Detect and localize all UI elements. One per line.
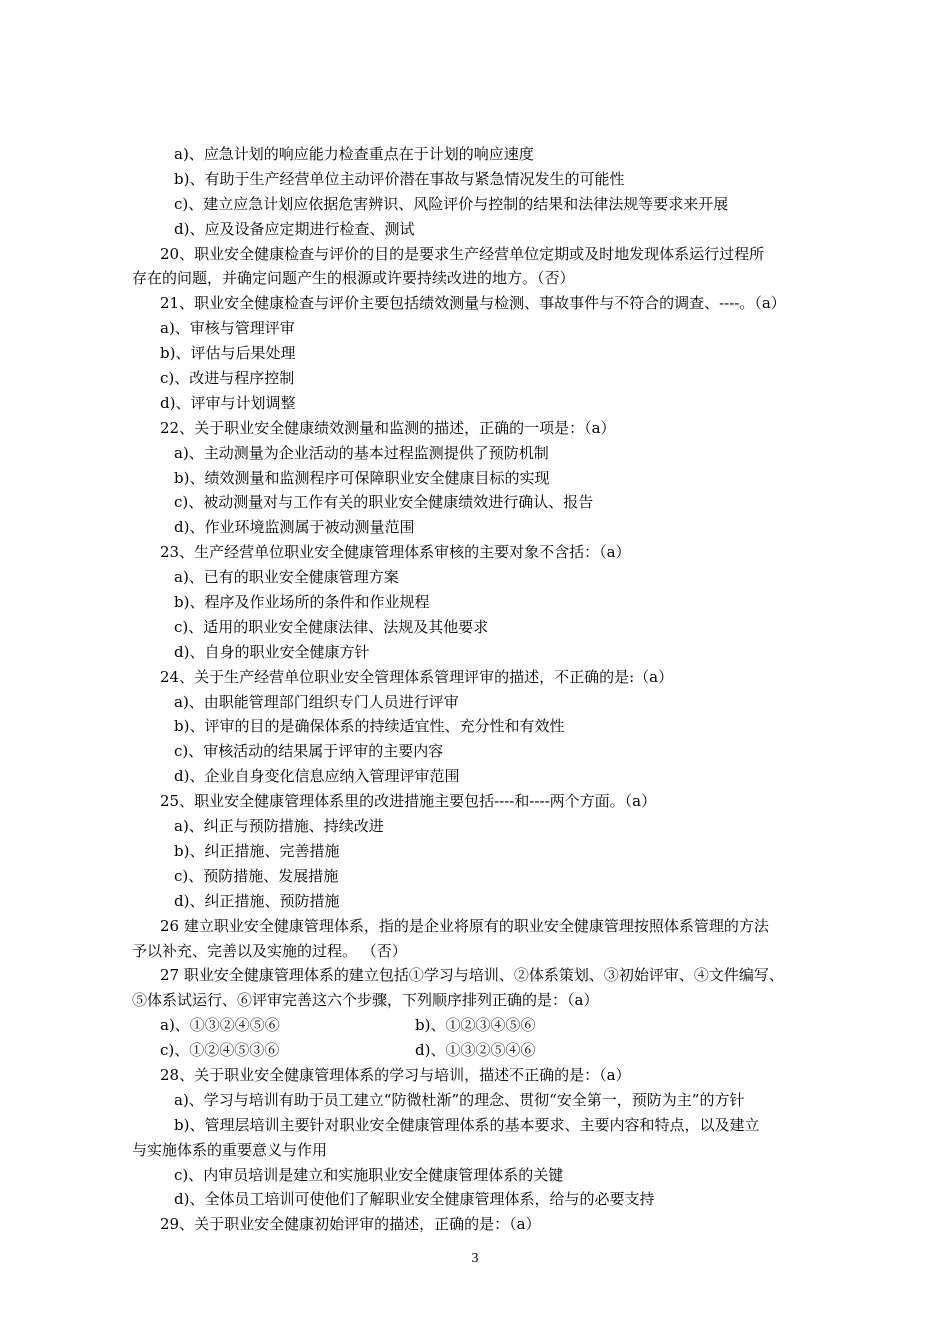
option-line: a)、由职能管理部门组织专门人员进行评审 — [174, 692, 459, 711]
option-line: a)、审核与管理评审 — [160, 319, 295, 338]
option-line: b)、程序及作业场所的条件和作业规程 — [174, 593, 430, 612]
question-line: 26 建立职业安全健康管理体系，指的是企业将原有的职业安全健康管理按照体系管理的方法 — [160, 916, 769, 935]
document-body — [132, 142, 837, 1237]
option-line: b)、有助于生产经营单位主动评价潜在事故与紧急情况发生的可能性 — [174, 169, 625, 188]
option-line: b)、绩效测量和监测程序可保障职业安全健康目标的实现 — [174, 468, 550, 487]
option-right: b)、①②③④⑤⑥ — [415, 1016, 536, 1035]
question-line: 28、关于职业安全健康管理体系的学习与培训，描述不正确的是：（a） — [160, 1065, 631, 1084]
option-row — [132, 1038, 837, 1063]
option-right: d)、①③②⑤④⑥ — [415, 1041, 536, 1060]
option-line: c)、被动测量对与工作有关的职业安全健康绩效进行确认、报告 — [174, 493, 594, 512]
option-line: d)、评审与计划调整 — [160, 393, 296, 412]
option-line: c)、适用的职业安全健康法律、法规及其他要求 — [174, 617, 489, 636]
option-line: a)、应急计划的响应能力检查重点在于计划的响应速度 — [174, 145, 534, 163]
question-line: 24、关于生产经营单位职业安全管理体系管理评审的描述，不正确的是:（a） — [160, 667, 674, 686]
option-line: c)、预防措施、发展措施 — [174, 866, 339, 885]
question-line: 27 职业安全健康管理体系的建立包括①学习与培训、②体系策划、③初始评审、④文件编写、 — [160, 966, 784, 985]
option-row — [132, 1013, 837, 1038]
option-line: b)、纠正措施、完善措施 — [174, 841, 340, 860]
question-line: 20、职业安全健康检查与评价的目的是要求生产经营单位定期或及时地发现体系运行过程所 — [160, 244, 765, 263]
option-left: a)、①③②④⑤⑥ — [160, 1016, 280, 1035]
question-line: 23、生产经营单位职业安全健康管理体系审核的主要对象不含括：（a） — [160, 543, 631, 562]
option-line: d)、企业自身变化信息应纳入管理评审范围 — [174, 767, 460, 786]
continuation-line: 予以补充、完善以及实施的过程。 （否） — [132, 941, 407, 960]
option-line: b)、管理层培训主要针对职业安全健康管理体系的基本要求、主要内容和特点，以及建立 — [174, 1115, 760, 1134]
option-line: a)、主动测量为企业活动的基本过程监测提供了预防机制 — [174, 443, 549, 462]
page-number: 3 — [471, 1251, 479, 1266]
question-line: 22、关于职业安全健康绩效测量和监测的描述，正确的一项是：（a） — [160, 418, 616, 437]
continuation-line: ⑤体系试运行、⑥评审完善这六个步骤，下列顺序排列正确的是：（a） — [132, 991, 599, 1010]
option-line: c)、内审员培训是建立和实施职业安全健康管理体系的关键 — [174, 1165, 564, 1184]
option-line: c)、改进与程序控制 — [160, 369, 295, 388]
option-line: b)、评审的目的是确保体系的持续适宜性、充分性和有效性 — [174, 717, 565, 736]
continuation-line: 与实施体系的重要意义与作用 — [132, 1140, 328, 1159]
option-line: b)、评估与后果处理 — [160, 344, 296, 363]
option-line: c)、建立应急计划应依据危害辨识、风险评价与控制的结果和法律法规等要求来开展 — [174, 194, 729, 213]
option-line: d)、纠正措施、预防措施 — [174, 891, 340, 910]
option-line: a)、纠正与预防措施、持续改进 — [174, 817, 384, 836]
question-line: 29、关于职业安全健康初始评审的描述，正确的是：（a） — [160, 1215, 541, 1234]
question-line: 25、职业安全健康管理体系里的改进措施主要包括----和----两个方面。（a） — [160, 792, 657, 811]
option-line: d)、应及设备应定期进行检查、测试 — [174, 219, 415, 238]
option-line: c)、审核活动的结果属于评审的主要内容 — [174, 742, 444, 761]
question-line: 21、职业安全健康检查与评价主要包括绩效测量与检测、事故事件与不符合的调查、----。（a） — [160, 294, 786, 313]
option-line: d)、自身的职业安全健康方针 — [174, 642, 370, 661]
option-line: a)、学习与培训有助于员工建立“防微杜渐”的理念、贯彻“安全第一，预防为主”的方针 — [174, 1090, 745, 1109]
option-line: d)、作业环境监测属于被动测量范围 — [174, 518, 415, 537]
continuation-line: 存在的问题，并确定问题产生的根源或许要持续改进的地方。（否） — [132, 269, 575, 288]
option-line: a)、已有的职业安全健康管理方案 — [174, 568, 399, 587]
option-line: d)、全体员工培训可使他们了解职业安全健康管理体系，给与的必要支持 — [174, 1190, 655, 1209]
option-left: c)、①②④⑤③⑥ — [160, 1041, 280, 1060]
